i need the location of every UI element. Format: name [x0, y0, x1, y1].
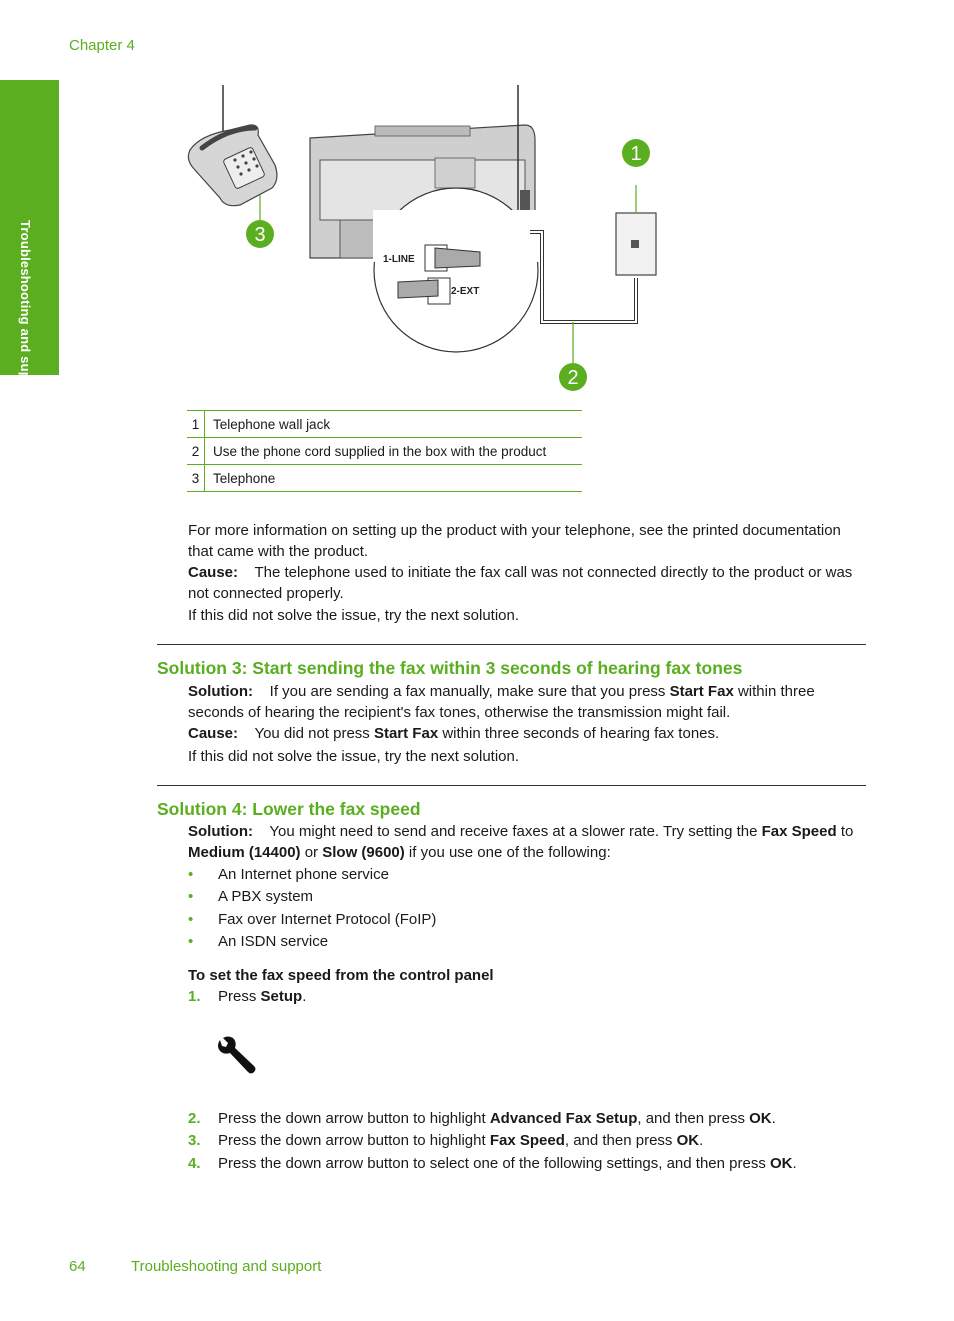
solution4-heading: Solution 4: Lower the fax speed: [157, 799, 421, 819]
callout-1-label: 1: [630, 143, 642, 165]
legend-num: 3: [187, 465, 205, 492]
legend-row: [187, 411, 582, 438]
phone-connection-diagram: [180, 80, 660, 400]
solution3-paragraph: Solution: If you are sending a fax manually, make sure that you press Start Fax within three seconds of hearing the recipient's fax tones, otherwise the transmission might fail.: [188, 683, 815, 721]
solution3-heading: Solution 3: Start sending the fax within 3 seconds of hearing fax tones: [157, 658, 743, 678]
next-solution-text: If this did not solve the issue, try the next solution.: [188, 607, 520, 624]
next-solution-text: If this did not solve the issue, try the next solution.: [188, 748, 520, 765]
callout-2-label: 2: [567, 367, 579, 389]
legend-text: Use the phone cord supplied in the box with the product: [205, 438, 583, 465]
solution4-paragraph: Solution: You might need to send and receive faxes at a slower rate. Try setting the Fax Speed to Medium (14400) or Slow (9600) if you use one of the following:: [188, 823, 854, 861]
footer-section: Troubleshooting and support: [131, 1258, 322, 1275]
legend-num: 2: [187, 438, 205, 465]
page-number: 64: [69, 1258, 86, 1275]
more-info-paragraph: For more information on setting up the product with your telephone, see the printed documentation that came with the product.: [188, 522, 841, 560]
side-tab: [0, 80, 59, 406]
telephone-illustration: [188, 125, 277, 206]
cause-text: The telephone used to initiate the fax call was not connected directly to the product or was not connected properly.: [188, 564, 853, 602]
legend-text: Telephone wall jack: [205, 411, 583, 438]
chapter-label: Chapter 4: [69, 37, 135, 54]
solution3-cause: Cause: You did not press Start Fax within three seconds of hearing fax tones.: [188, 725, 720, 742]
legend-text: Telephone: [205, 465, 583, 492]
legend-row: [187, 438, 582, 465]
legend-row: [187, 465, 582, 492]
callout-3-label: 3: [254, 224, 266, 246]
section-divider: [157, 785, 866, 786]
section-divider: [157, 644, 866, 645]
port-label-line: 1-LINE: [383, 254, 415, 265]
cause-paragraph: [188, 562, 868, 604]
side-tab-label: Troubleshooting and support: [18, 220, 33, 406]
legend-num: 1: [187, 411, 205, 438]
solution-label: Solution:: [188, 683, 253, 700]
procedure-title: To set the fax speed from the control panel: [188, 967, 494, 984]
figure-legend-table: [187, 410, 582, 492]
port-label-ext: 2-EXT: [451, 286, 480, 297]
cause-label: Cause:: [188, 564, 239, 581]
wrench-icon: [214, 1036, 258, 1076]
